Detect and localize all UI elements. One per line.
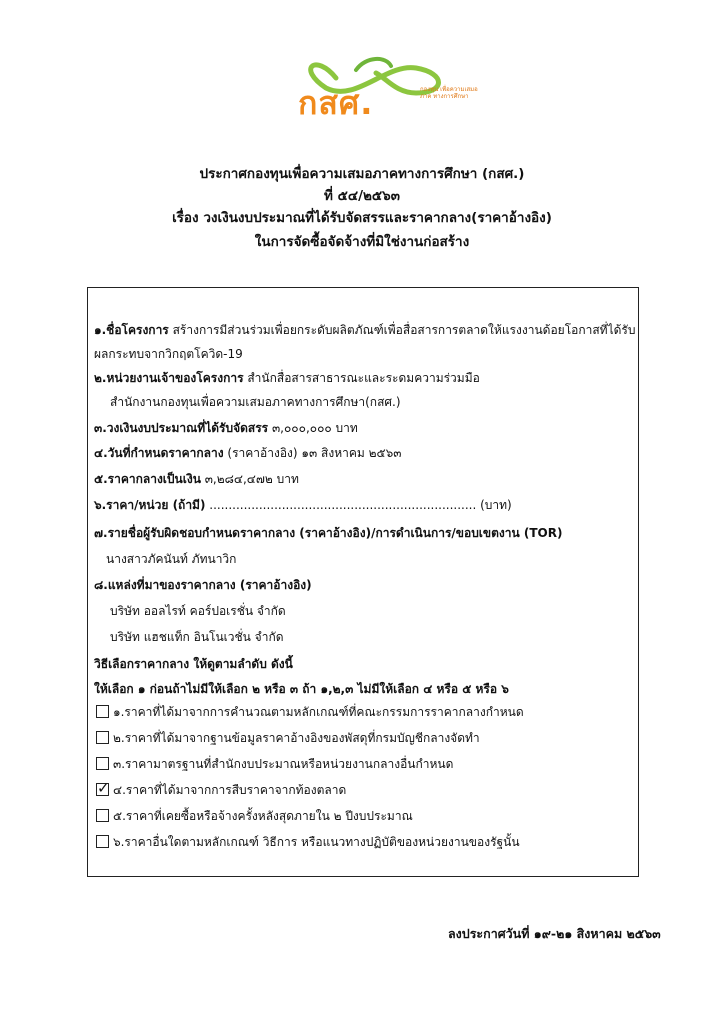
budget-value: ๓,๐๐๐,๐๐๐ บาท: [268, 421, 358, 435]
responsible-label: ๗.รายชื่อผู้รับผิดชอบกำหนดราคากลาง (ราคาอ้างอิง)/การดำเนินการ/ขอบเขตงาน (TOR): [94, 526, 563, 540]
owner-unit-value: สำนักสื่อสารสาธารณะและระดมความร่วมมือ: [243, 371, 480, 385]
option-checkbox[interactable]: [96, 705, 109, 718]
announcement-number: ที่ ๕๔/๒๕๖๓: [324, 188, 400, 204]
option-label: ๒.ราคาที่ได้มาจากฐานข้อมูลราคาอ้างอิงของพัสดุที่กรมบัญชีกลางจัดทำ: [113, 731, 480, 745]
owner-unit-label: ๒.หน่วยงานเจ้าของโครงการ: [94, 371, 244, 385]
option-label: ๖.ราคาอื่นใดตามหลักเกณฑ์ วิธีการ หรือแนวทางปฏิบัติของหน่วยงานของรัฐนั้น: [113, 835, 520, 849]
option-label: ๔.ราคาที่ได้มาจากการสืบราคาจากท้องตลาด: [113, 783, 347, 797]
owner-unit-cont: สำนักงานกองทุนเพื่อความเสมอภาคทางการศึกษา(กสศ.): [110, 395, 401, 409]
reference-date-label: ๔.วันที่กำหนดราคากลาง: [94, 446, 224, 460]
project-name-label: ๑.ชื่อโครงการ: [94, 323, 169, 337]
budget: [94, 419, 358, 438]
unit-price-label: ๖.ราคา/หน่วย (ถ้ามี): [94, 498, 206, 512]
method-title: วิธีเลือกราคากลาง ให้ดูตามลำดับ ดังนี้: [94, 657, 293, 671]
owner-unit: [94, 369, 480, 388]
announcement-subject-line2: ในการจัดซื้อจัดจ้างที่มิใช่งานก่อสร้าง: [254, 234, 470, 250]
unit-price: [94, 496, 512, 515]
method-option-6: [96, 833, 520, 852]
method-option-3: [96, 755, 453, 774]
reference-date: [94, 444, 401, 463]
price-source-label: ๘.แหล่งที่มาของราคากลาง (ราคาอ้างอิง): [94, 578, 312, 592]
reference-date-value: (ราคาอ้างอิง) ๑๓ สิงหาคม ๒๕๖๓: [223, 446, 402, 460]
option-checkbox[interactable]: [96, 783, 109, 796]
option-label: ๑.ราคาที่ได้มาจากการคำนวณตามหลักเกณฑ์ที่คณะกรรมการราคากลางกำหนด: [113, 705, 524, 719]
median-price: [94, 470, 299, 489]
project-name-value: สร้างการมีส่วนร่วมเพื่อยกระดับผลิตภัณฑ์เพื่อสื่อสารการตลาดให้แรงงานด้อยโอกาสที่ได้รับ: [168, 323, 636, 337]
method-option-1: [96, 703, 524, 722]
method-option-4: [96, 781, 346, 800]
unit-price-value: ...................................................................... (บาท): [205, 498, 512, 512]
median-price-label: ๕.ราคากลางเป็นเงิน: [94, 472, 201, 486]
option-label: ๓.ราคามาตรฐานที่สำนักงบประมาณหรือหน่วยงานกลางอื่นกำหนด: [113, 757, 454, 771]
method-option-2: [96, 729, 480, 748]
project-name: [94, 321, 635, 340]
option-label: ๕.ราคาที่เคยซื้อหรือจ้างครั้งหลังสุดภายใน ๒ ปีงบประมาณ: [113, 809, 413, 823]
logo-text: กสศ.: [298, 84, 374, 122]
price-source-1: บริษัท ออลไรท์ คอร์ปอเรชั่น จำกัด: [110, 604, 286, 618]
announcement-title: ประกาศกองทุนเพื่อความเสมอภาคทางการศึกษา (กสศ.): [199, 166, 525, 182]
price-source-2: บริษัท แฮชแท็ก อินโนเวชั่น จำกัด: [110, 630, 284, 644]
signoff-date: ลงประกาศวันที่ ๑๙-๒๑ สิงหาคม ๒๕๖๓: [448, 926, 661, 941]
responsible-person: นางสาวภัคนันท์ ภัทนาวิก: [106, 552, 237, 566]
method-rule: ให้เลือก ๑ ก่อนถ้าไม่มีให้เลือก ๒ หรือ ๓ ถ้า ๑,๒,๓ ไม่มีให้เลือก ๔ หรือ ๕ หรือ ๖: [94, 682, 509, 696]
logo-subtitle: กองทุน เพื่อความเสมอภาค ทางการศึกษา: [420, 86, 478, 100]
budget-label: ๓.วงเงินงบประมาณที่ได้รับจัดสรร: [94, 421, 269, 435]
option-checkbox[interactable]: [96, 757, 109, 770]
project-name-cont: ผลกระทบจากวิกฤตโควิด-19: [94, 347, 243, 361]
announcement-subject: เรื่อง วงเงินงบประมาณที่ได้รับจัดสรรและราคากลาง(ราคาอ้างอิง): [172, 210, 552, 226]
median-price-value: ๓,๒๘๔,๔๗๒ บาท: [200, 472, 299, 486]
option-checkbox[interactable]: [96, 809, 109, 822]
option-checkbox[interactable]: [96, 731, 109, 744]
option-checkbox[interactable]: [96, 835, 109, 848]
method-option-5: [96, 807, 413, 826]
